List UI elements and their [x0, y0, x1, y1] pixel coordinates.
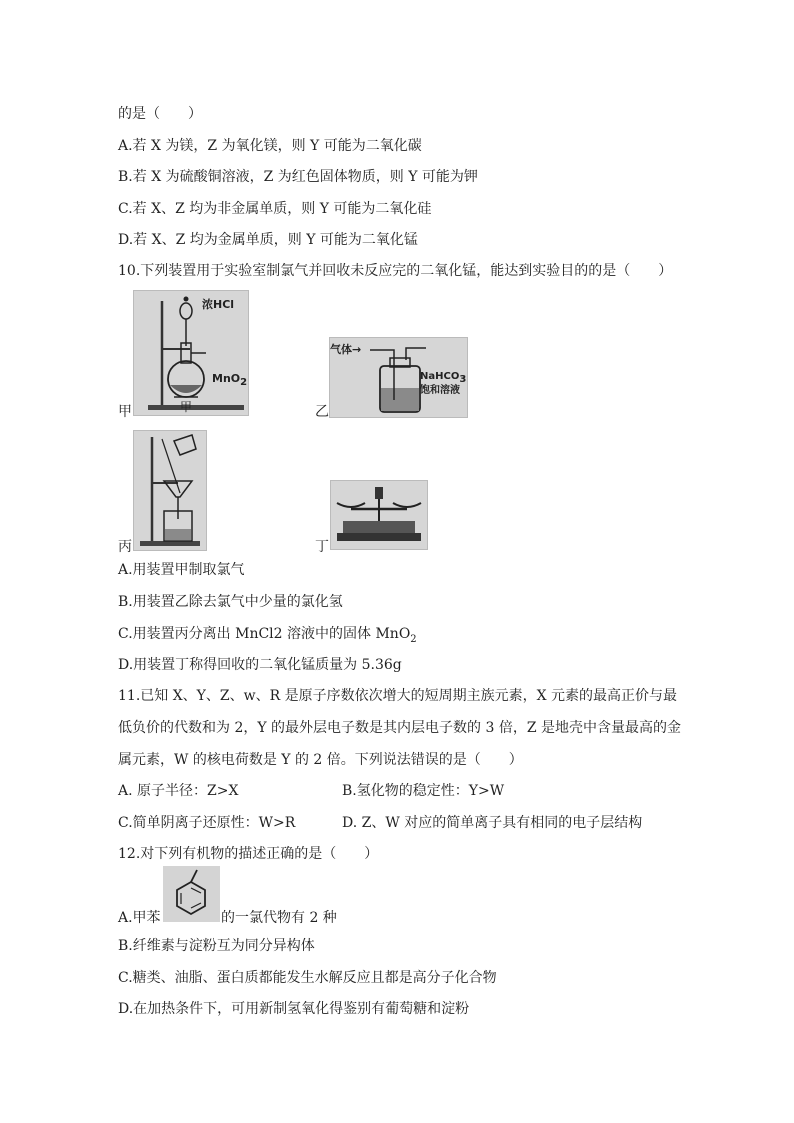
- q12-option-c: C.糖类、油脂、蛋白质都能发生水解反应且都是高分子化合物: [118, 970, 497, 986]
- q11-option-a: A. 原子半径：Z>X: [118, 783, 239, 799]
- q9-option-a: A.若 X 为镁，Z 为氧化镁，则 Y 可能为二氧化碳: [118, 138, 422, 154]
- apparatus-jia-figure: [133, 290, 249, 416]
- jia-hcl-label: 浓HCl: [202, 298, 235, 311]
- q9-tail: 的是（ ）: [118, 106, 202, 122]
- apparatus-ding-figure: [330, 480, 428, 550]
- q12-option-a-suffix: 的一氯代物有 2 种: [221, 910, 337, 926]
- q9-option-c: C.若 X、Z 均为非金属单质，则 Y 可能为二氧化硅: [118, 201, 432, 217]
- q10-option-d: D.用装置丁称得回收的二氧化锰质量为 5.36g: [118, 657, 402, 673]
- yi-label: 乙: [315, 404, 329, 420]
- q11-option-b: B.氢化物的稳定性：Y>W: [342, 783, 505, 799]
- q12-stem: 12.对下列有机物的描述正确的是（ ）: [118, 846, 379, 862]
- q12-option-d: D.在加热条件下，可用新制氢氧化得鉴别有葡萄糖和淀粉: [118, 1001, 470, 1017]
- q11-stem-line-1: 11.已知 X、Y、Z、w、R 是原子序数依次增大的短周期主族元素，X 元素的最高正价与最: [118, 688, 678, 704]
- jia-label: 甲: [118, 404, 132, 420]
- jia-mno2-label: MnO$_2$: [212, 372, 248, 389]
- bing-label: 丙: [118, 539, 132, 555]
- q11-option-d: D. Z、W 对应的简单离子具有相同的电子层结构: [342, 815, 643, 831]
- toluene-structure-figure: [163, 866, 220, 922]
- q11-option-c: C.简单阴离子还原性：W>R: [118, 815, 296, 831]
- q11-stem-line-3: 属元素，W 的核电荷数是 Y 的 2 倍。下列说法错误的是（ ）: [118, 752, 523, 768]
- jia-caption: 甲: [180, 400, 193, 414]
- yi-gas-label: 气体→: [330, 343, 362, 356]
- yi-reagent-label: NaHCO$_3$: [420, 371, 467, 385]
- q12-option-a-prefix: A.甲苯: [118, 910, 161, 926]
- ding-label: 丁: [315, 539, 329, 555]
- q10-stem: 10.下列装置用于实验室制氯气并回收未反应完的二氧化锰，能达到实验目的的是（ ）: [118, 263, 673, 279]
- q9-option-b: B.若 X 为硫酸铜溶液，Z 为红色固体物质，则 Y 可能为钾: [118, 169, 478, 185]
- q11-stem-line-2: 低负价的代数和为 2，Y 的最外层电子数是其内层电子数的 3 倍，Z 是地壳中含量最高的金: [118, 720, 682, 736]
- q10-option-b: B.用装置乙除去氯气中少量的氯化氢: [118, 594, 343, 610]
- q10-option-c: C.用装置丙分离出 MnCl2 溶液中的固体 MnO$_2$: [118, 626, 417, 645]
- yi-reagent-label-2: 饱和溶液: [420, 385, 460, 396]
- q10-option-a: A.用装置甲制取氯气: [118, 562, 245, 578]
- apparatus-bing-figure: [133, 430, 207, 551]
- apparatus-yi-figure: [329, 337, 468, 418]
- q9-option-d: D.若 X、Z 均为金属单质，则 Y 可能为二氧化锰: [118, 232, 418, 248]
- q12-option-b: B.纤维素与淀粉互为同分异构体: [118, 938, 315, 954]
